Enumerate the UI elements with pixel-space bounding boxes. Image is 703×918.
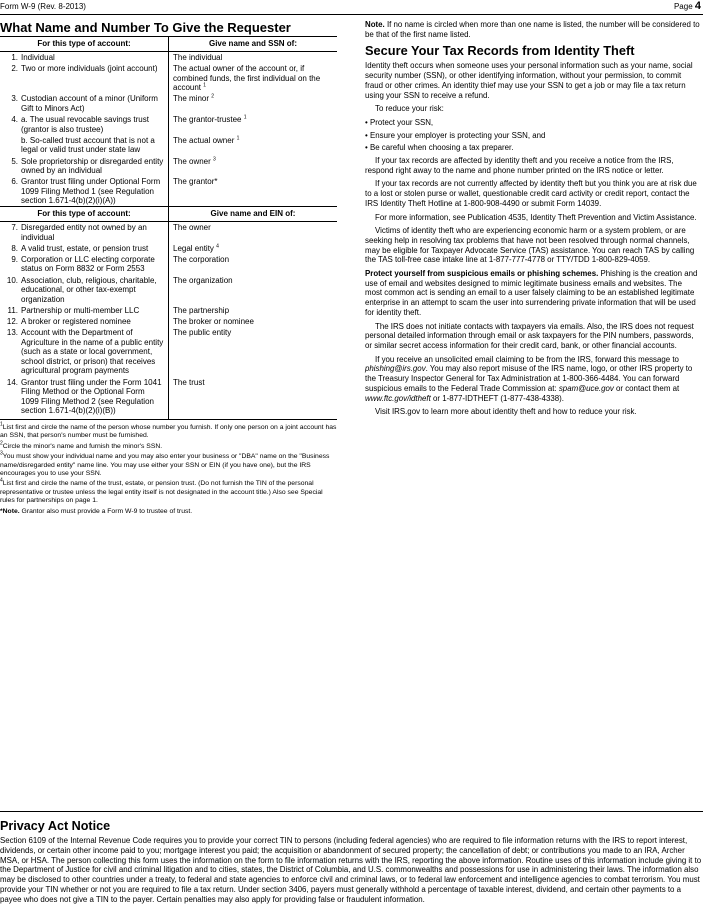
account-type-text: Grantor trust filing under the Form 1041 Filing Method or the Optional Form 1099 Filing Method 2 (see Regulation section 1.671-4(b)(2)(i)(B)) xyxy=(21,377,162,416)
give-name-cell xyxy=(169,376,338,419)
page-number: 4 xyxy=(694,0,701,12)
give-name-cell xyxy=(169,114,338,135)
give-name-text: The public entity xyxy=(173,328,232,338)
footnote-marker: 1 xyxy=(203,82,207,89)
paragraph-2: To reduce your risk: xyxy=(375,104,444,114)
account-type-cell xyxy=(0,134,169,155)
account-type-text: Disregarded entity not owned by an individual xyxy=(21,223,147,242)
give-name-text: The grantor-trustee xyxy=(173,115,242,125)
account-type-cell xyxy=(0,327,169,376)
footnote-number: 4 xyxy=(0,478,3,485)
table-row xyxy=(0,253,337,274)
table-row xyxy=(0,274,337,304)
ssn-header-give: Give name and SSN of: xyxy=(169,37,338,52)
privacy-section xyxy=(0,811,703,905)
give-name-text: The individual xyxy=(173,53,223,63)
account-type-text: Grantor trust filing under Optional Form 1099 Filing Method 1 (see Regulation section 1.671-4(b)(2)(i)(A)) xyxy=(21,177,161,206)
table-row xyxy=(0,242,337,253)
phishing-email-link[interactable]: phishing@irs.gov xyxy=(365,364,426,374)
identity-theft-title: Secure Your Tax Records from Identity Theft xyxy=(365,43,635,59)
account-type-cell xyxy=(0,376,169,419)
table-row xyxy=(0,376,337,419)
requester-section-title: What Name and Number To Give the Requester xyxy=(0,20,291,35)
ftc-url-link[interactable]: www.ftc.gov/idtheft xyxy=(365,393,431,403)
right-column xyxy=(365,20,701,421)
paragraph-9-text: If you receive an unsolicited email claiming to be from the IRS, forward this message to xyxy=(375,354,679,364)
account-table xyxy=(0,36,337,420)
give-name-cell xyxy=(169,63,338,93)
account-type-text: A broker or registered nominee xyxy=(21,316,131,326)
give-name-text: The owner xyxy=(173,156,211,166)
form-label: Form W-9 (Rev. 8-2013) xyxy=(0,2,86,11)
account-type-cell xyxy=(0,221,169,242)
row-number: 2. xyxy=(11,64,18,74)
row-number: 13. xyxy=(6,328,18,338)
note-footnote xyxy=(0,508,337,516)
account-type-text: Two or more individuals (joint account) xyxy=(21,64,158,74)
ssn-table-body xyxy=(0,37,337,207)
account-type-text: A valid trust, estate, or pension trust xyxy=(21,243,149,253)
table-row xyxy=(0,155,337,176)
give-name-cell xyxy=(169,327,338,376)
give-name-cell xyxy=(169,155,338,176)
account-type-cell xyxy=(0,176,169,207)
row-number: 5. xyxy=(11,156,18,166)
table-row xyxy=(0,134,337,155)
give-name-cell xyxy=(169,304,338,315)
account-type-text: Sole proprietorship or disregarded entity owned by an individual xyxy=(21,156,164,176)
footnote-marker: 1 xyxy=(243,114,247,121)
paragraph-9-text: or 1-877-IDTHEFT (1-877-438-4338). xyxy=(433,393,564,403)
give-name-cell xyxy=(169,315,338,326)
give-name-text: The grantor* xyxy=(173,177,218,187)
left-column xyxy=(0,20,337,518)
account-type-cell xyxy=(0,114,169,135)
give-name-text: The minor xyxy=(173,94,210,104)
give-name-cell xyxy=(169,221,338,242)
risk-bullet: • Protect your SSN, xyxy=(365,117,434,127)
paragraph-7-text: Phishing is the creation and use of email and websites designed to mimic legitimate business emails and websites. The most common act is sending an email to a user falsely claiming to be an established legitimate enterprise in an attempt to scam the user into surrendering private information that will be used for identity theft. xyxy=(365,269,698,317)
footnote-marker: 4 xyxy=(216,243,219,250)
paragraph-3: If your tax records are affected by identity theft and you receive a notice from the IRS, respond right away to the name and phone number printed on the IRS notice or letter. xyxy=(365,156,674,175)
footnote xyxy=(0,450,337,478)
footnote-text: List first and circle the name of the person whose number you furnish. If only one person on a joint account has an SSN, that person's number must be furnished. xyxy=(0,423,337,440)
row-number: 12. xyxy=(6,316,18,326)
give-name-cell xyxy=(169,176,338,207)
row-number: 11. xyxy=(7,305,18,315)
privacy-title: Privacy Act Notice xyxy=(0,819,111,833)
note-footnote-label: *Note. xyxy=(0,507,20,515)
account-type-text: a. The usual revocable savings trust (grantor is also trustee) xyxy=(21,115,149,134)
account-type-text: Association, club, religious, charitable, educational, or other tax-exempt organization xyxy=(21,275,157,304)
page-indicator xyxy=(674,0,701,12)
note-label: Note. xyxy=(365,20,385,29)
table-row xyxy=(0,221,337,242)
table-row xyxy=(0,51,337,63)
give-name-text: The partnership xyxy=(173,305,230,315)
account-type-text: Corporation or LLC electing corporate status on Form 8832 or Form 2553 xyxy=(21,254,155,274)
footnote-number: 1 xyxy=(0,421,3,428)
row-number: 4. xyxy=(11,115,18,125)
ssn-table-header xyxy=(0,37,337,52)
row-number: 8. xyxy=(11,243,18,253)
note-paragraph xyxy=(365,20,701,39)
row-number: 3. xyxy=(11,94,18,104)
give-name-text: The organization xyxy=(173,275,233,285)
table-row xyxy=(0,176,337,207)
footnote-text: List first and circle the name of the trust, estate, or pension trust. (Do not furnish the TIN of the personal representative or trustee unless the legal entity itself is not designated in the account title.) Also see Special rules for partnerships on page 1. xyxy=(0,480,323,505)
note-footnote-text: Grantor also must provide a Form W-9 to trustee of trust. xyxy=(21,507,193,515)
footnote-text: Circle the minor's name and furnish the minor's SSN. xyxy=(2,442,163,450)
table-row xyxy=(0,93,337,114)
row-number: 1. xyxy=(11,53,18,63)
account-type-cell xyxy=(0,63,169,93)
row-number xyxy=(5,136,21,155)
paragraph-9-text: or contact them at xyxy=(616,383,680,393)
account-type-text: Custodian account of a minor (Uniform Gift to Minors Act) xyxy=(21,94,158,114)
paragraph-7 xyxy=(365,269,701,318)
give-name-text: The broker or nominee xyxy=(173,316,254,326)
ein-header-account: For this type of account: xyxy=(0,207,169,222)
table-row xyxy=(0,63,337,93)
account-type-cell xyxy=(0,315,169,326)
account-type-cell xyxy=(0,304,169,315)
table-row xyxy=(0,315,337,326)
phishing-heading: Protect yourself from suspicious emails or phishing schemes. xyxy=(365,269,599,279)
row-number: 14. xyxy=(6,377,18,387)
paragraph-8: The IRS does not initiate contacts with taxpayers via emails. Also, the IRS does not request personal detailed information through email or ask taxpayers for the PIN numbers, passwords, or similar secret access information for their credit card, bank, or other financial accounts. xyxy=(365,321,694,350)
footnote xyxy=(0,421,337,441)
account-type-text: Account with the Department of Agriculture in the name of a public entity (such as a state or local government, school district, or prison) that receives agricultural program payments xyxy=(21,328,164,376)
give-name-cell xyxy=(169,242,338,253)
account-type-text: Partnership or multi-member LLC xyxy=(21,305,140,315)
paragraph-1: Identity theft occurs when someone uses your personal information such as your name, social security number (SSN), or other identifying information, without your permission, to commit fraud or other crimes. An identity thief may use your SSN to get a job or may file a tax return using your SSN to receive a refund. xyxy=(365,61,693,100)
row-number: 6. xyxy=(11,177,18,187)
give-name-cell xyxy=(169,274,338,304)
spam-email-link[interactable]: spam@uce.gov xyxy=(558,383,614,393)
paragraph-4: If your tax records are not currently affected by identity theft but you think you are at risk due to a lost or stolen purse or wallet, questionable credit card activity or credit report, contact the IRS Identity Theft Hotline at 1-800-908-4490 or submit Form 14039. xyxy=(365,179,697,208)
footnote xyxy=(0,440,337,451)
give-name-text: The trust xyxy=(173,377,205,387)
account-type-cell xyxy=(0,253,169,274)
paragraph-6: Victims of identity theft who are experiencing economic harm or a system problem, or are seeking help in resolving tax problems that have not been resolved through normal channels, may be eligible for Taxpayer Advocate Service (TAS) assistance. You can reach TAS by calling the TAS toll-free case intake line at 1-877-777-4778 or TTY/TDD 1-800-829-4059. xyxy=(365,226,695,265)
give-name-cell xyxy=(169,134,338,155)
ein-table-header xyxy=(0,207,337,222)
account-type-text: b. So-called trust account that is not a legal or valid trust under state law xyxy=(21,135,155,155)
give-name-text: Legal entity xyxy=(173,243,214,253)
page-header xyxy=(0,0,703,15)
paragraph-9 xyxy=(365,355,701,404)
footnote-marker: 1 xyxy=(236,135,240,142)
footnote-marker: 3 xyxy=(213,155,216,162)
risk-bullet: • Ensure your employer is protecting your SSN, and xyxy=(365,130,546,140)
table-row xyxy=(0,114,337,135)
give-name-text: The corporation xyxy=(173,254,230,264)
paragraph-9-text: . You may also report misuse of the IRS name, logo, or other IRS property to the Treasury Inspector General for Tax Administration at 1-800-366-4484. You can forward suspicious emails to the Federal Trade Commission at: xyxy=(365,364,693,393)
risk-bullet: • Be careful when choosing a tax preparer. xyxy=(365,143,514,153)
footnote xyxy=(0,480,337,505)
footnotes xyxy=(0,421,337,516)
footnote-marker: 2 xyxy=(211,93,215,100)
account-type-cell xyxy=(0,242,169,253)
footnote-number: 3 xyxy=(0,450,3,457)
account-type-cell xyxy=(0,155,169,176)
row-number: 10. xyxy=(6,275,18,285)
ein-table-body xyxy=(0,207,337,420)
note-text: If no name is circled when more than one name is listed, the number will be considered to be that of the first name listed. xyxy=(365,20,700,39)
account-type-text: Individual xyxy=(21,53,55,63)
table-row xyxy=(0,327,337,376)
give-name-text: The owner xyxy=(173,223,211,233)
footnote-text: You must show your individual name and you may also enter your business or "DBA" name on the "Business name/disregarded entity" name line. You may use either your SSN or EIN (if you have one), but the IRS encourages you to use your SSN. xyxy=(0,453,330,477)
paragraph-5: For more information, see Publication 4535, Identity Theft Prevention and Victim Assistance. xyxy=(375,212,697,222)
privacy-text: Section 6109 of the Internal Revenue Code requires you to provide your correct TIN to persons (including federal agencies) who are required to file information returns with the IRS to report interest, dividends, or certain other income paid to you; mortgage interest you paid; the acquisition or abandonment of secured property; the cancellation of debt; or contributions you made to an IRA, Archer MSA, or HSA. The person collecting this form uses the information on the form to file information returns with the IRS, reporting the above information. Routine uses of this information include giving it to the Department of Justice for civil and criminal litigation and to cities, states, the District of Columbia, and U.S. commonwealths and possessions for use in administering their laws. The information also may be disclosed to other countries under a treaty, to federal and state agencies to enforce civil and criminal laws, or to federal law enforcement and intelligence agencies to combat terrorism. You must provide your TIN whether or not you are required to file a tax return. Under section 3406, payers must generally withhold a percentage of taxable interest, dividend, and certain other payments to a payee who does not give a TIN to the payer. Certain penalties may also apply for providing false or fraudulent information. xyxy=(0,836,702,904)
ssn-header-account: For this type of account: xyxy=(0,37,169,52)
ein-header-give: Give name and EIN of: xyxy=(169,207,338,222)
account-type-cell xyxy=(0,274,169,304)
give-name-text: The actual owner xyxy=(173,135,235,145)
page-label: Page xyxy=(673,2,693,11)
risk-bullet-text: Be careful when choosing a tax preparer. xyxy=(369,143,514,153)
table-row xyxy=(0,304,337,315)
footnote-number: 2 xyxy=(0,440,3,447)
row-number: 9. xyxy=(11,254,18,264)
risk-bullet-text: Ensure your employer is protecting your SSN, and xyxy=(369,130,546,140)
give-name-cell xyxy=(169,51,338,63)
give-name-cell xyxy=(169,253,338,274)
give-name-text: The actual owner of the account or, if combined funds, the first individual on the account xyxy=(173,64,321,93)
paragraph-10: Visit IRS.gov to learn more about identity theft and how to reduce your risk. xyxy=(375,407,637,417)
account-type-cell xyxy=(0,93,169,114)
give-name-cell xyxy=(169,93,338,114)
row-number: 7. xyxy=(11,223,18,233)
account-type-cell xyxy=(0,51,169,63)
risk-bullet-text: Protect your SSN, xyxy=(369,117,434,127)
